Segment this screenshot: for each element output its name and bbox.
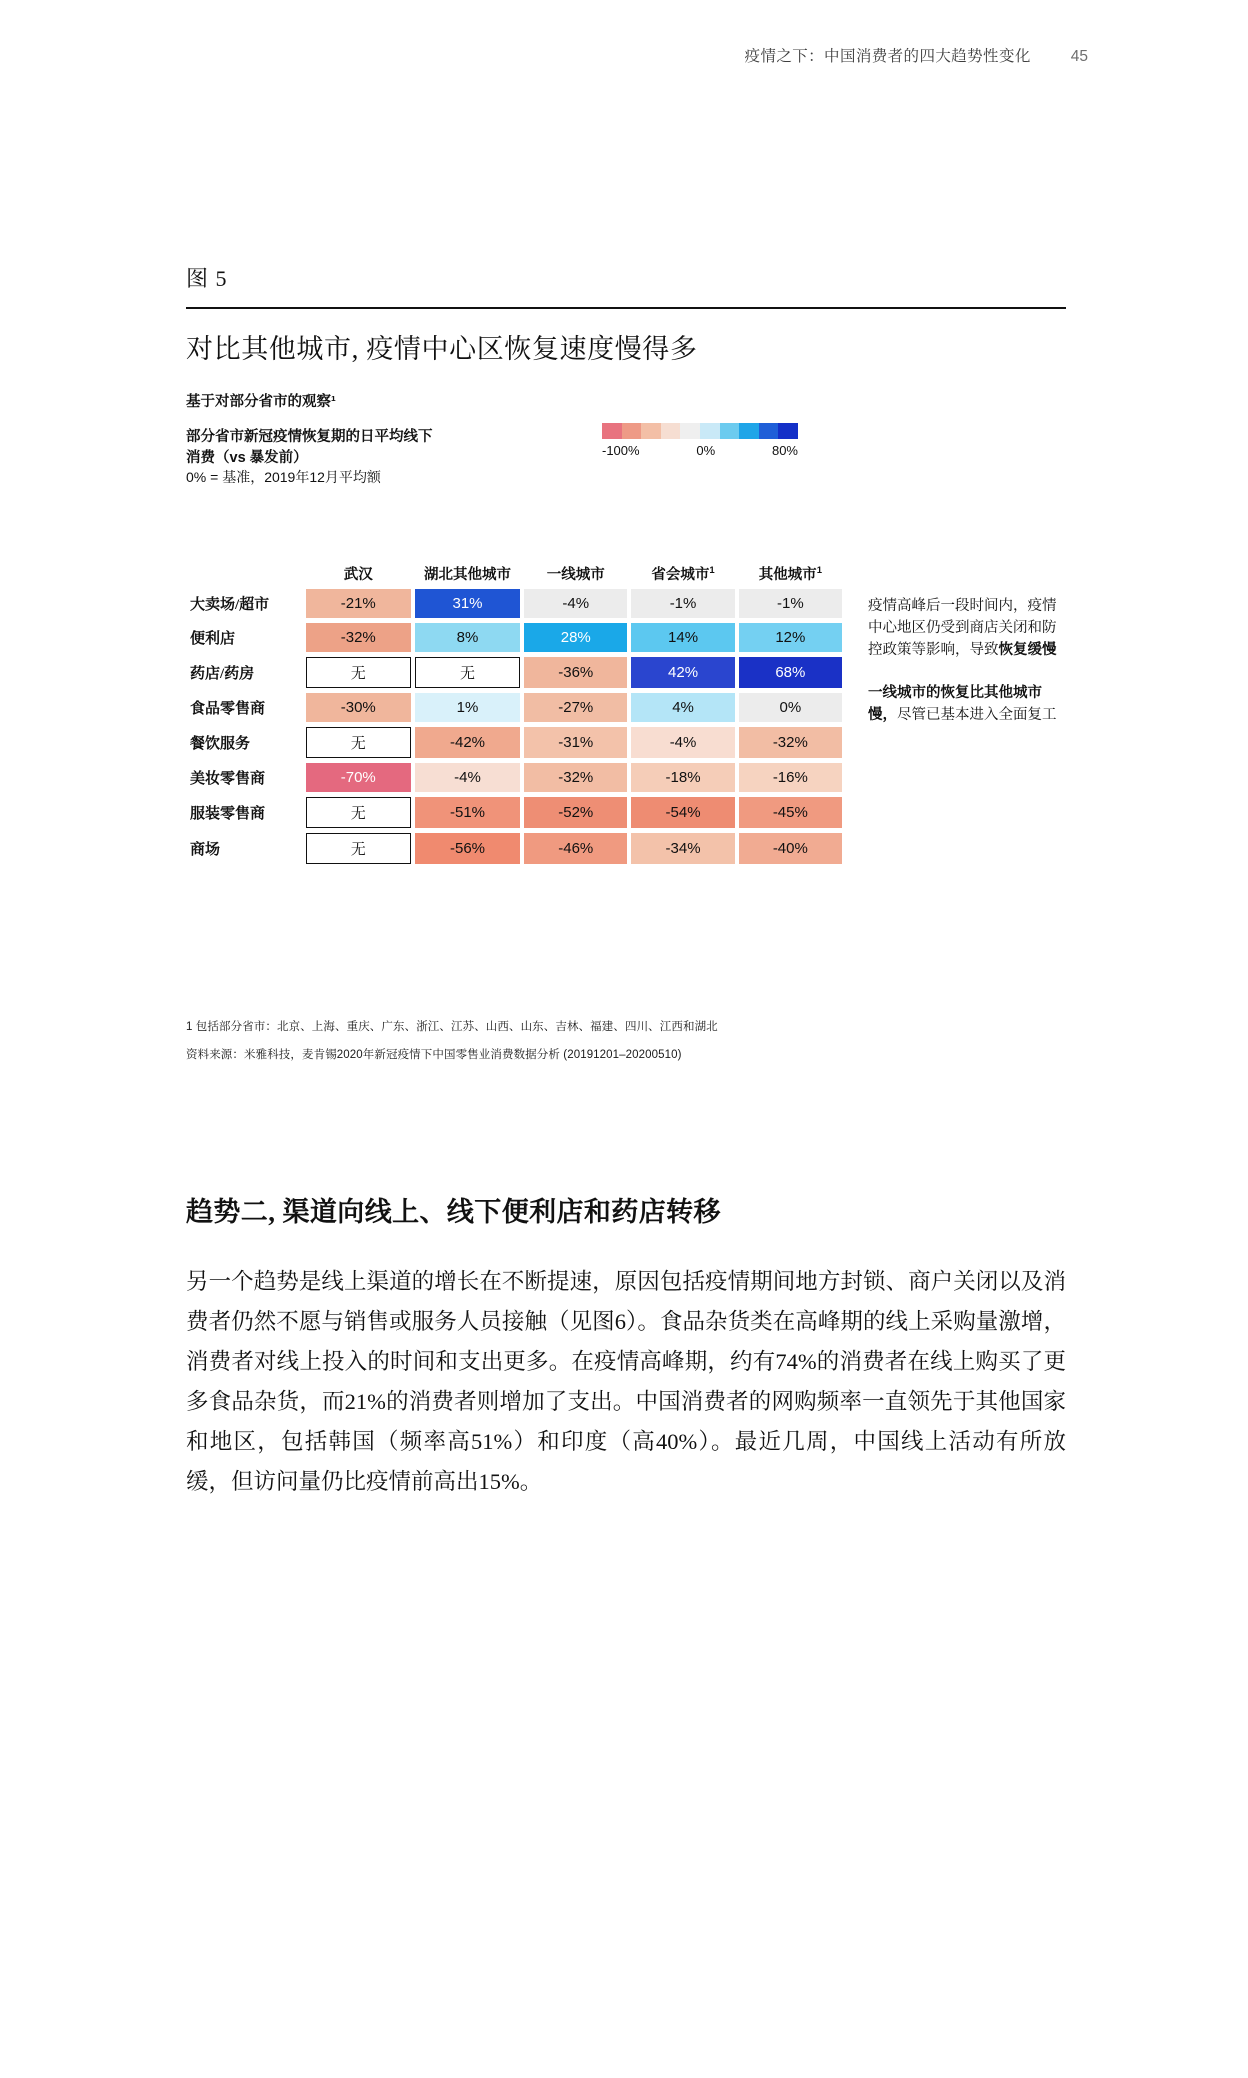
footnote-2: 资料来源：米雅科技，麦肯锡2020年新冠疫情下中国零售业消费数据分析 (20191201–20200510)	[186, 1049, 682, 1061]
annotation-2: 一线城市的恢复比其他城市慢，尽管已基本进入全面复工	[868, 685, 1057, 723]
column-header-2: 一线城市	[546, 566, 605, 583]
heatmap-cell: 4%	[631, 693, 734, 722]
unit-line-2: 消费（vs 暴发前）	[186, 449, 308, 466]
legend-ticks	[602, 443, 798, 458]
heatmap-cell: -4%	[631, 727, 734, 758]
heatmap-cell: -52%	[524, 797, 627, 828]
column-header-footnote-marker: 1	[816, 565, 822, 576]
exhibit-rule	[186, 307, 1066, 309]
heatmap-cell: -32%	[306, 623, 411, 652]
section-heading: 趋势二, 渠道向线上、线下便利店和药店转移	[186, 1197, 721, 1227]
heatmap-cell: -30%	[306, 693, 411, 722]
row-header-2: 药店/药房	[190, 665, 255, 682]
section-body-paragraph: 另一个趋势是线上渠道的增长在不断提速，原因包括疫情期间地方封锁、商户关闭以及消费者仍然不愿与销售或服务人员接触（见图6）。食品杂货类在高峰期的线上采购量激增，消费者对线上投入的时间和支出更多。在疫情高峰期，约有74%的消费者在线上购买了更多食品杂货，而21%的消费者则增加了支出。中国消费者的网购频率一直领先于其他国家和地区，包括韩国（频率高51%）和印度（高40%）。最近几周，中国线上活动有所放缓，但访问量仍比疫情前高出15%。	[186, 1269, 1066, 1495]
heatmap-cell: 1%	[415, 693, 520, 722]
table-row	[190, 693, 842, 722]
heatmap-cell: -32%	[524, 763, 627, 792]
legend-max-label: 80%	[771, 443, 798, 458]
row-header-1: 便利店	[190, 630, 236, 647]
baseline-note: 0% = 基准，2019年12月平均额	[186, 469, 381, 486]
annotation-1-emphasis: 恢复缓慢	[998, 641, 1057, 658]
legend-swatch-1	[622, 423, 642, 439]
table-corner-cell	[190, 565, 302, 584]
legend-swatch-3	[661, 423, 681, 439]
heatmap-cell: -70%	[306, 763, 411, 792]
exhibit-title: 对比其他城市, 疫情中心区恢复速度慢得多	[186, 334, 698, 364]
heatmap-cell: -27%	[524, 693, 627, 722]
unit-note	[186, 427, 606, 488]
heatmap-cell: -21%	[306, 589, 411, 618]
exhibit-kicker: 基于对部分省市的观察¹	[186, 394, 336, 410]
heatmap-cell: -45%	[739, 797, 842, 828]
heatmap-cell: -16%	[739, 763, 842, 792]
column-header-footnote-marker: 1	[709, 565, 715, 576]
column-header-3: 省会城市$^1$	[651, 565, 715, 583]
table-row	[190, 763, 842, 792]
heatmap-cell: -1%	[631, 589, 734, 618]
legend-swatch-8	[759, 423, 779, 439]
heatmap-cell: -51%	[415, 797, 520, 828]
page-number: 45	[1070, 48, 1088, 65]
heatmap-cell: 28%	[524, 623, 627, 652]
row-header-3: 食品零售商	[190, 700, 266, 717]
footnotes	[186, 1018, 906, 1074]
table-row	[190, 727, 842, 758]
annotation-1: 疫情高峰后一段时间内，疫情中心地区仍受到商店关闭和防控政策等影响，导致恢复缓慢	[868, 598, 1057, 658]
table-row	[190, 589, 842, 618]
legend-swatch-6	[720, 423, 740, 439]
heatmap-cell: 无	[415, 657, 520, 688]
row-header-7: 商场	[190, 841, 221, 858]
exhibit-label: 图 5	[186, 266, 228, 291]
heatmap-cell: -42%	[415, 727, 520, 758]
table-header-row	[190, 565, 842, 584]
heatmap-cell: 无	[306, 657, 411, 688]
table-row	[190, 833, 842, 864]
column-header-0: 武汉	[343, 566, 373, 583]
heatmap-cell: 68%	[739, 657, 842, 688]
legend-swatch-9	[778, 423, 798, 439]
legend-swatch-4	[680, 423, 700, 439]
heatmap-cell: -54%	[631, 797, 734, 828]
heatmap-cell: 无	[306, 797, 411, 828]
heatmap-cell: -36%	[524, 657, 627, 688]
legend-swatch-2	[641, 423, 661, 439]
table-row	[190, 797, 842, 828]
legend-swatch-0	[602, 423, 622, 439]
table-row	[190, 623, 842, 652]
exhibit-header	[186, 262, 1066, 493]
heatmap-cell: -4%	[524, 589, 627, 618]
running-header-title: 疫情之下：中国消费者的四大趋势性变化	[744, 48, 1031, 65]
heatmap-cell: 12%	[739, 623, 842, 652]
row-header-4: 餐饮服务	[190, 735, 251, 752]
heatmap-cell: -40%	[739, 833, 842, 864]
table-row	[190, 657, 842, 688]
heatmap-cell: -4%	[415, 763, 520, 792]
color-scale-legend	[602, 423, 822, 458]
row-header-5: 美妆零售商	[190, 770, 266, 787]
heatmap-cell: 0%	[739, 693, 842, 722]
running-header	[0, 44, 1248, 66]
column-header-4: 其他城市$^1$	[758, 565, 822, 583]
legend-swatch-5	[700, 423, 720, 439]
heatmap-cell: 42%	[631, 657, 734, 688]
heatmap-cell: 14%	[631, 623, 734, 652]
heatmap-cell: 无	[306, 833, 411, 864]
table-body	[190, 589, 842, 864]
row-header-0: 大卖场/超市	[190, 596, 270, 613]
annotation-2-emphasis: 一线城市的恢复比其他城市慢，	[868, 685, 1042, 723]
heatmap-cell: -1%	[739, 589, 842, 618]
heatmap-cell: -18%	[631, 763, 734, 792]
legend-swatch-7	[739, 423, 759, 439]
heatmap-cell: 8%	[415, 623, 520, 652]
legend-gradient-bar	[602, 423, 798, 439]
heatmap-cell: 31%	[415, 589, 520, 618]
heatmap-cell: -31%	[524, 727, 627, 758]
footnote-1: 1 包括部分省市：北京、上海、重庆、广东、浙江、江苏、山西、山东、吉林、福建、四川、江西和湖北	[186, 1021, 718, 1033]
row-header-6: 服装零售商	[190, 805, 266, 822]
unit-and-legend	[186, 427, 1066, 493]
legend-min-label: -100%	[602, 443, 640, 458]
heatmap-table	[186, 560, 846, 869]
unit-line-1: 部分省市新冠疫情恢复期的日平均线下	[186, 429, 433, 445]
side-annotations	[868, 596, 1068, 749]
heatmap-cell: -32%	[739, 727, 842, 758]
column-header-1: 湖北其他城市	[424, 566, 512, 583]
heatmap-cell: 无	[306, 727, 411, 758]
legend-mid-label: 0%	[696, 443, 716, 458]
heatmap-cell: -34%	[631, 833, 734, 864]
heatmap-table-wrapper	[186, 560, 846, 869]
heatmap-cell: -46%	[524, 833, 627, 864]
heatmap-cell: -56%	[415, 833, 520, 864]
